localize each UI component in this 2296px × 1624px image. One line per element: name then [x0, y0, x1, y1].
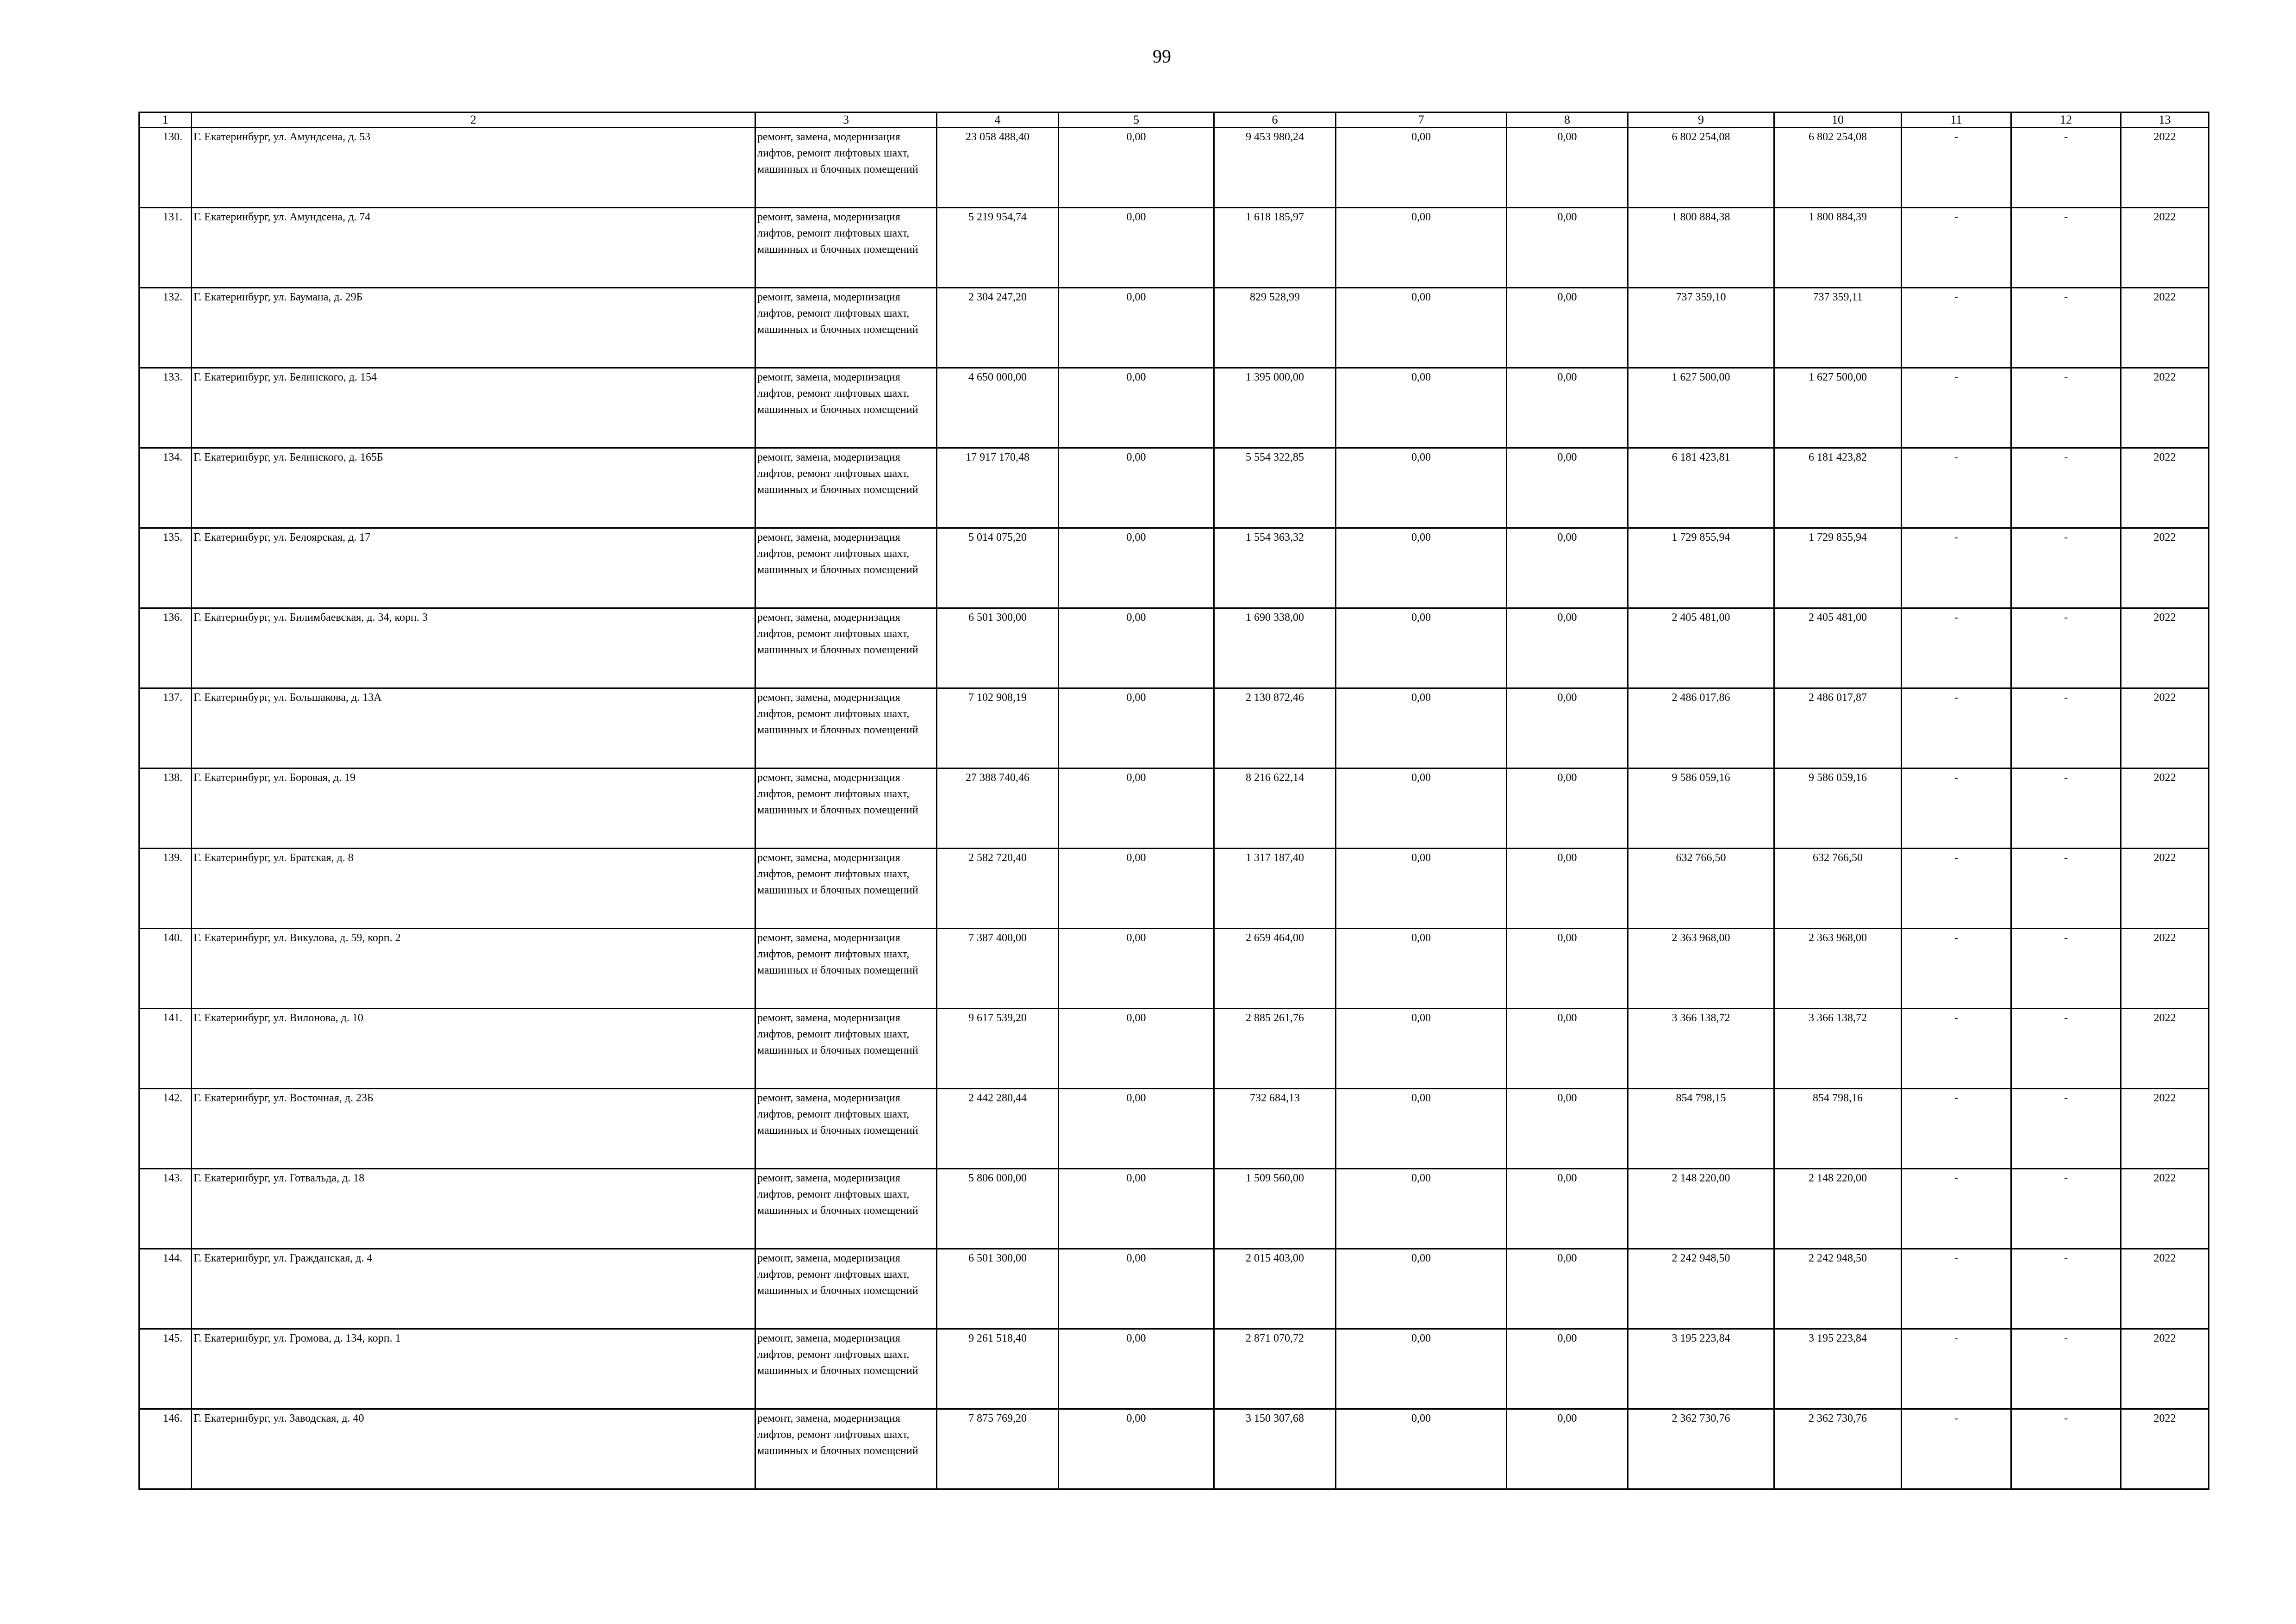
work-type-cell: ремонт, замена, модернизация лифтов, ремонт лифтовых шахт, машинных и блочных помещений — [755, 849, 937, 929]
value-cell: 0,00 — [1336, 208, 1507, 288]
value-cell: 0,00 — [1336, 1409, 1507, 1489]
cost-total-cell: 9 617 539,20 — [937, 1009, 1059, 1089]
address-cell: Г. Екатеринбург, ул. Белинского, д. 154 — [192, 368, 755, 448]
year-cell: 2022 — [2121, 608, 2209, 688]
value-cell: 0,00 — [1336, 688, 1507, 768]
value-cell: 6 181 423,82 — [1774, 448, 1902, 528]
value-cell: 2 130 872,46 — [1214, 688, 1336, 768]
value-cell: - — [2011, 849, 2121, 929]
column-number: 6 — [1214, 112, 1336, 128]
value-cell: 1 729 855,94 — [1628, 528, 1774, 608]
cost-total-cell: 2 582 720,40 — [937, 849, 1059, 929]
year-cell: 2022 — [2121, 1009, 2209, 1089]
value-cell: 0,00 — [1336, 528, 1507, 608]
address-cell: Г. Екатеринбург, ул. Вилонова, д. 10 — [192, 1009, 755, 1089]
value-cell: 1 395 000,00 — [1214, 368, 1336, 448]
value-cell: 0,00 — [1059, 849, 1214, 929]
value-cell: - — [2011, 688, 2121, 768]
value-cell: 829 528,99 — [1214, 288, 1336, 368]
address-cell: Г. Екатеринбург, ул. Большакова, д. 13А — [192, 688, 755, 768]
value-cell: - — [1902, 929, 2011, 1009]
year-cell: 2022 — [2121, 528, 2209, 608]
row-number-cell: 135. — [139, 528, 192, 608]
value-cell: 1 627 500,00 — [1628, 368, 1774, 448]
value-cell: - — [2011, 768, 2121, 849]
value-cell: 9 586 059,16 — [1774, 768, 1902, 849]
value-cell: 1 800 884,38 — [1628, 208, 1774, 288]
value-cell: - — [1902, 768, 2011, 849]
column-number: 9 — [1628, 112, 1774, 128]
table-row — [139, 1409, 2209, 1489]
work-type-cell: ремонт, замена, модернизация лифтов, ремонт лифтовых шахт, машинных и блочных помещений — [755, 368, 937, 448]
value-cell: - — [1902, 128, 2011, 208]
row-number-cell: 141. — [139, 1009, 192, 1089]
value-cell: 1 554 363,32 — [1214, 528, 1336, 608]
work-type-cell: ремонт, замена, модернизация лифтов, ремонт лифтовых шахт, машинных и блочных помещений — [755, 448, 937, 528]
work-type-cell: ремонт, замена, модернизация лифтов, ремонт лифтовых шахт, машинных и блочных помещений — [755, 1329, 937, 1409]
value-cell: 8 216 622,14 — [1214, 768, 1336, 849]
value-cell: 0,00 — [1336, 128, 1507, 208]
value-cell: 0,00 — [1507, 128, 1628, 208]
value-cell: 0,00 — [1059, 1329, 1214, 1409]
work-type-cell: ремонт, замена, модернизация лифтов, ремонт лифтовых шахт, машинных и блочных помещений — [755, 608, 937, 688]
cost-total-cell: 6 501 300,00 — [937, 1249, 1059, 1329]
value-cell: 0,00 — [1336, 608, 1507, 688]
page-number: 99 — [1153, 46, 1171, 67]
value-cell: 0,00 — [1336, 849, 1507, 929]
repair-register-table — [138, 112, 2209, 1490]
value-cell: 2 363 968,00 — [1628, 929, 1774, 1009]
row-number-cell: 145. — [139, 1329, 192, 1409]
value-cell: - — [2011, 1329, 2121, 1409]
year-cell: 2022 — [2121, 688, 2209, 768]
value-cell: - — [2011, 208, 2121, 288]
value-cell: - — [2011, 1169, 2121, 1249]
address-cell: Г. Екатеринбург, ул. Баумана, д. 29Б — [192, 288, 755, 368]
value-cell: 0,00 — [1507, 208, 1628, 288]
value-cell: 6 802 254,08 — [1628, 128, 1774, 208]
column-number: 11 — [1902, 112, 2011, 128]
cost-total-cell: 9 261 518,40 — [937, 1329, 1059, 1409]
value-cell: 9 586 059,16 — [1628, 768, 1774, 849]
column-number-row — [139, 112, 2209, 128]
value-cell: 0,00 — [1507, 1089, 1628, 1169]
column-number: 2 — [192, 112, 755, 128]
value-cell: - — [1902, 368, 2011, 448]
value-cell: 0,00 — [1507, 1329, 1628, 1409]
value-cell: - — [1902, 448, 2011, 528]
value-cell: 0,00 — [1336, 1329, 1507, 1409]
table-body — [139, 112, 2209, 1489]
value-cell: - — [2011, 1089, 2121, 1169]
value-cell: 0,00 — [1507, 1169, 1628, 1249]
cost-total-cell: 27 388 740,46 — [937, 768, 1059, 849]
year-cell: 2022 — [2121, 368, 2209, 448]
value-cell: 2 362 730,76 — [1774, 1409, 1902, 1489]
address-cell: Г. Екатеринбург, ул. Братская, д. 8 — [192, 849, 755, 929]
value-cell: 1 800 884,39 — [1774, 208, 1902, 288]
address-cell: Г. Екатеринбург, ул. Белинского, д. 165Б — [192, 448, 755, 528]
column-number: 3 — [755, 112, 937, 128]
row-number-cell: 133. — [139, 368, 192, 448]
value-cell: 1 690 338,00 — [1214, 608, 1336, 688]
value-cell: - — [1902, 1009, 2011, 1089]
column-number: 1 — [139, 112, 192, 128]
row-number-cell: 138. — [139, 768, 192, 849]
value-cell: 0,00 — [1336, 1169, 1507, 1249]
work-type-cell: ремонт, замена, модернизация лифтов, ремонт лифтовых шахт, машинных и блочных помещений — [755, 1169, 937, 1249]
value-cell: 0,00 — [1059, 528, 1214, 608]
value-cell: 2 148 220,00 — [1774, 1169, 1902, 1249]
value-cell: 1 317 187,40 — [1214, 849, 1336, 929]
value-cell: - — [1902, 208, 2011, 288]
cost-total-cell: 4 650 000,00 — [937, 368, 1059, 448]
value-cell: 2 871 070,72 — [1214, 1329, 1336, 1409]
cost-total-cell: 7 387 400,00 — [937, 929, 1059, 1009]
cost-total-cell: 7 102 908,19 — [937, 688, 1059, 768]
row-number-cell: 140. — [139, 929, 192, 1009]
value-cell: 0,00 — [1059, 1409, 1214, 1489]
table-row — [139, 1089, 2209, 1169]
year-cell: 2022 — [2121, 849, 2209, 929]
table-row — [139, 1329, 2209, 1409]
year-cell: 2022 — [2121, 768, 2209, 849]
value-cell: - — [1902, 688, 2011, 768]
row-number-cell: 137. — [139, 688, 192, 768]
value-cell: 0,00 — [1059, 1169, 1214, 1249]
table-row — [139, 288, 2209, 368]
row-number-cell: 146. — [139, 1409, 192, 1489]
value-cell: 0,00 — [1336, 1249, 1507, 1329]
value-cell: - — [1902, 608, 2011, 688]
column-number: 4 — [937, 112, 1059, 128]
value-cell: - — [2011, 528, 2121, 608]
value-cell: 1 509 560,00 — [1214, 1169, 1336, 1249]
row-number-cell: 143. — [139, 1169, 192, 1249]
table-row — [139, 849, 2209, 929]
table-row — [139, 688, 2209, 768]
value-cell: 0,00 — [1336, 368, 1507, 448]
value-cell: 0,00 — [1336, 929, 1507, 1009]
year-cell: 2022 — [2121, 448, 2209, 528]
value-cell: 0,00 — [1059, 368, 1214, 448]
value-cell: 737 359,11 — [1774, 288, 1902, 368]
value-cell: 0,00 — [1507, 528, 1628, 608]
value-cell: 0,00 — [1507, 1249, 1628, 1329]
value-cell: 0,00 — [1507, 768, 1628, 849]
value-cell: 0,00 — [1059, 1249, 1214, 1329]
address-cell: Г. Екатеринбург, ул. Амундсена, д. 74 — [192, 208, 755, 288]
value-cell: 0,00 — [1336, 768, 1507, 849]
row-number-cell: 142. — [139, 1089, 192, 1169]
value-cell: 854 798,15 — [1628, 1089, 1774, 1169]
work-type-cell: ремонт, замена, модернизация лифтов, ремонт лифтовых шахт, машинных и блочных помещений — [755, 1409, 937, 1489]
value-cell: - — [2011, 929, 2121, 1009]
value-cell: 2 405 481,00 — [1628, 608, 1774, 688]
value-cell: 854 798,16 — [1774, 1089, 1902, 1169]
year-cell: 2022 — [2121, 128, 2209, 208]
address-cell: Г. Екатеринбург, ул. Громова, д. 134, корп. 1 — [192, 1329, 755, 1409]
work-type-cell: ремонт, замена, модернизация лифтов, ремонт лифтовых шахт, машинных и блочных помещений — [755, 1009, 937, 1089]
value-cell: 0,00 — [1336, 288, 1507, 368]
value-cell: 6 181 423,81 — [1628, 448, 1774, 528]
cost-total-cell: 5 219 954,74 — [937, 208, 1059, 288]
year-cell: 2022 — [2121, 1089, 2209, 1169]
value-cell: - — [1902, 288, 2011, 368]
column-number: 7 — [1336, 112, 1507, 128]
row-number-cell: 139. — [139, 849, 192, 929]
cost-total-cell: 6 501 300,00 — [937, 608, 1059, 688]
value-cell: 2 486 017,86 — [1628, 688, 1774, 768]
value-cell: 3 195 223,84 — [1628, 1329, 1774, 1409]
value-cell: 3 366 138,72 — [1628, 1009, 1774, 1089]
column-number: 13 — [2121, 112, 2209, 128]
value-cell: 0,00 — [1059, 128, 1214, 208]
work-type-cell: ремонт, замена, модернизация лифтов, ремонт лифтовых шахт, машинных и блочных помещений — [755, 208, 937, 288]
value-cell: - — [2011, 368, 2121, 448]
table-row — [139, 768, 2209, 849]
value-cell: - — [1902, 1329, 2011, 1409]
work-type-cell: ремонт, замена, модернизация лифтов, ремонт лифтовых шахт, машинных и блочных помещений — [755, 528, 937, 608]
value-cell: 5 554 322,85 — [1214, 448, 1336, 528]
value-cell: 2 242 948,50 — [1774, 1249, 1902, 1329]
address-cell: Г. Екатеринбург, ул. Боровая, д. 19 — [192, 768, 755, 849]
value-cell: 2 362 730,76 — [1628, 1409, 1774, 1489]
value-cell: 2 363 968,00 — [1774, 929, 1902, 1009]
value-cell: 0,00 — [1336, 1009, 1507, 1089]
value-cell: 0,00 — [1507, 929, 1628, 1009]
value-cell: 2 885 261,76 — [1214, 1009, 1336, 1089]
value-cell: - — [2011, 1009, 2121, 1089]
year-cell: 2022 — [2121, 1169, 2209, 1249]
value-cell: 2 242 948,50 — [1628, 1249, 1774, 1329]
value-cell: 1 627 500,00 — [1774, 368, 1902, 448]
work-type-cell: ремонт, замена, модернизация лифтов, ремонт лифтовых шахт, машинных и блочных помещений — [755, 768, 937, 849]
work-type-cell: ремонт, замена, модернизация лифтов, ремонт лифтовых шахт, машинных и блочных помещений — [755, 128, 937, 208]
work-type-cell: ремонт, замена, модернизация лифтов, ремонт лифтовых шахт, машинных и блочных помещений — [755, 688, 937, 768]
table-row — [139, 1169, 2209, 1249]
value-cell: 3 366 138,72 — [1774, 1009, 1902, 1089]
column-number: 5 — [1059, 112, 1214, 128]
value-cell: 2 015 403,00 — [1214, 1249, 1336, 1329]
value-cell: 0,00 — [1336, 1089, 1507, 1169]
value-cell: - — [1902, 1249, 2011, 1329]
year-cell: 2022 — [2121, 208, 2209, 288]
year-cell: 2022 — [2121, 1249, 2209, 1329]
address-cell: Г. Екатеринбург, ул. Амундсена, д. 53 — [192, 128, 755, 208]
table-row — [139, 1009, 2209, 1089]
row-number-cell: 131. — [139, 208, 192, 288]
value-cell: 0,00 — [1507, 1009, 1628, 1089]
row-number-cell: 136. — [139, 608, 192, 688]
value-cell: 0,00 — [1507, 288, 1628, 368]
value-cell: - — [2011, 608, 2121, 688]
address-cell: Г. Екатеринбург, ул. Викулова, д. 59, корп. 2 — [192, 929, 755, 1009]
address-cell: Г. Екатеринбург, ул. Восточная, д. 23Б — [192, 1089, 755, 1169]
value-cell: 3 195 223,84 — [1774, 1329, 1902, 1409]
value-cell: 0,00 — [1059, 688, 1214, 768]
address-cell: Г. Екатеринбург, ул. Билимбаевская, д. 34, корп. 3 — [192, 608, 755, 688]
row-number-cell: 144. — [139, 1249, 192, 1329]
row-number-cell: 130. — [139, 128, 192, 208]
value-cell: - — [1902, 849, 2011, 929]
value-cell: 2 405 481,00 — [1774, 608, 1902, 688]
address-cell: Г. Екатеринбург, ул. Заводская, д. 40 — [192, 1409, 755, 1489]
work-type-cell: ремонт, замена, модернизация лифтов, ремонт лифтовых шахт, машинных и блочных помещений — [755, 288, 937, 368]
year-cell: 2022 — [2121, 1329, 2209, 1409]
value-cell: - — [2011, 1409, 2121, 1489]
value-cell: - — [2011, 128, 2121, 208]
table-row — [139, 528, 2209, 608]
address-cell: Г. Екатеринбург, ул. Белоярская, д. 17 — [192, 528, 755, 608]
row-number-cell: 134. — [139, 448, 192, 528]
value-cell: 2 148 220,00 — [1628, 1169, 1774, 1249]
value-cell: 0,00 — [1507, 368, 1628, 448]
value-cell: 0,00 — [1059, 1089, 1214, 1169]
row-number-cell: 132. — [139, 288, 192, 368]
value-cell: 1 618 185,97 — [1214, 208, 1336, 288]
cost-total-cell: 7 875 769,20 — [937, 1409, 1059, 1489]
value-cell: 0,00 — [1336, 448, 1507, 528]
table-row — [139, 608, 2209, 688]
value-cell: 737 359,10 — [1628, 288, 1774, 368]
year-cell: 2022 — [2121, 1409, 2209, 1489]
value-cell: 0,00 — [1059, 208, 1214, 288]
value-cell: 0,00 — [1507, 1409, 1628, 1489]
cost-total-cell: 5 014 075,20 — [937, 528, 1059, 608]
value-cell: - — [2011, 288, 2121, 368]
value-cell: 3 150 307,68 — [1214, 1409, 1336, 1489]
value-cell: 1 729 855,94 — [1774, 528, 1902, 608]
address-cell: Г. Екатеринбург, ул. Готвальда, д. 18 — [192, 1169, 755, 1249]
value-cell: - — [1902, 528, 2011, 608]
value-cell: - — [1902, 1089, 2011, 1169]
value-cell: 6 802 254,08 — [1774, 128, 1902, 208]
work-type-cell: ремонт, замена, модернизация лифтов, ремонт лифтовых шахт, машинных и блочных помещений — [755, 1249, 937, 1329]
value-cell: 0,00 — [1059, 768, 1214, 849]
cost-total-cell: 2 442 280,44 — [937, 1089, 1059, 1169]
column-number: 10 — [1774, 112, 1902, 128]
value-cell: 632 766,50 — [1774, 849, 1902, 929]
table-row — [139, 1249, 2209, 1329]
table-row — [139, 128, 2209, 208]
value-cell: 0,00 — [1059, 288, 1214, 368]
cost-total-cell: 5 806 000,00 — [937, 1169, 1059, 1249]
value-cell: - — [2011, 448, 2121, 528]
address-cell: Г. Екатеринбург, ул. Гражданская, д. 4 — [192, 1249, 755, 1329]
table-row — [139, 929, 2209, 1009]
year-cell: 2022 — [2121, 288, 2209, 368]
value-cell: - — [2011, 1249, 2121, 1329]
value-cell: 0,00 — [1059, 608, 1214, 688]
cost-total-cell: 2 304 247,20 — [937, 288, 1059, 368]
value-cell: 0,00 — [1059, 448, 1214, 528]
value-cell: 632 766,50 — [1628, 849, 1774, 929]
year-cell: 2022 — [2121, 929, 2209, 1009]
work-type-cell: ремонт, замена, модернизация лифтов, ремонт лифтовых шахт, машинных и блочных помещений — [755, 929, 937, 1009]
value-cell: 0,00 — [1507, 448, 1628, 528]
cost-total-cell: 23 058 488,40 — [937, 128, 1059, 208]
value-cell: 0,00 — [1059, 1009, 1214, 1089]
column-number: 12 — [2011, 112, 2121, 128]
table-row — [139, 448, 2209, 528]
value-cell: 0,00 — [1507, 688, 1628, 768]
value-cell: 0,00 — [1059, 929, 1214, 1009]
value-cell: 0,00 — [1507, 849, 1628, 929]
value-cell: 2 486 017,87 — [1774, 688, 1902, 768]
cost-total-cell: 17 917 170,48 — [937, 448, 1059, 528]
value-cell: 2 659 464,00 — [1214, 929, 1336, 1009]
table-row — [139, 208, 2209, 288]
work-type-cell: ремонт, замена, модернизация лифтов, ремонт лифтовых шахт, машинных и блочных помещений — [755, 1089, 937, 1169]
value-cell: - — [1902, 1169, 2011, 1249]
value-cell: - — [1902, 1409, 2011, 1489]
table-row — [139, 368, 2209, 448]
value-cell: 9 453 980,24 — [1214, 128, 1336, 208]
column-number: 8 — [1507, 112, 1628, 128]
value-cell: 732 684,13 — [1214, 1089, 1336, 1169]
value-cell: 0,00 — [1507, 608, 1628, 688]
